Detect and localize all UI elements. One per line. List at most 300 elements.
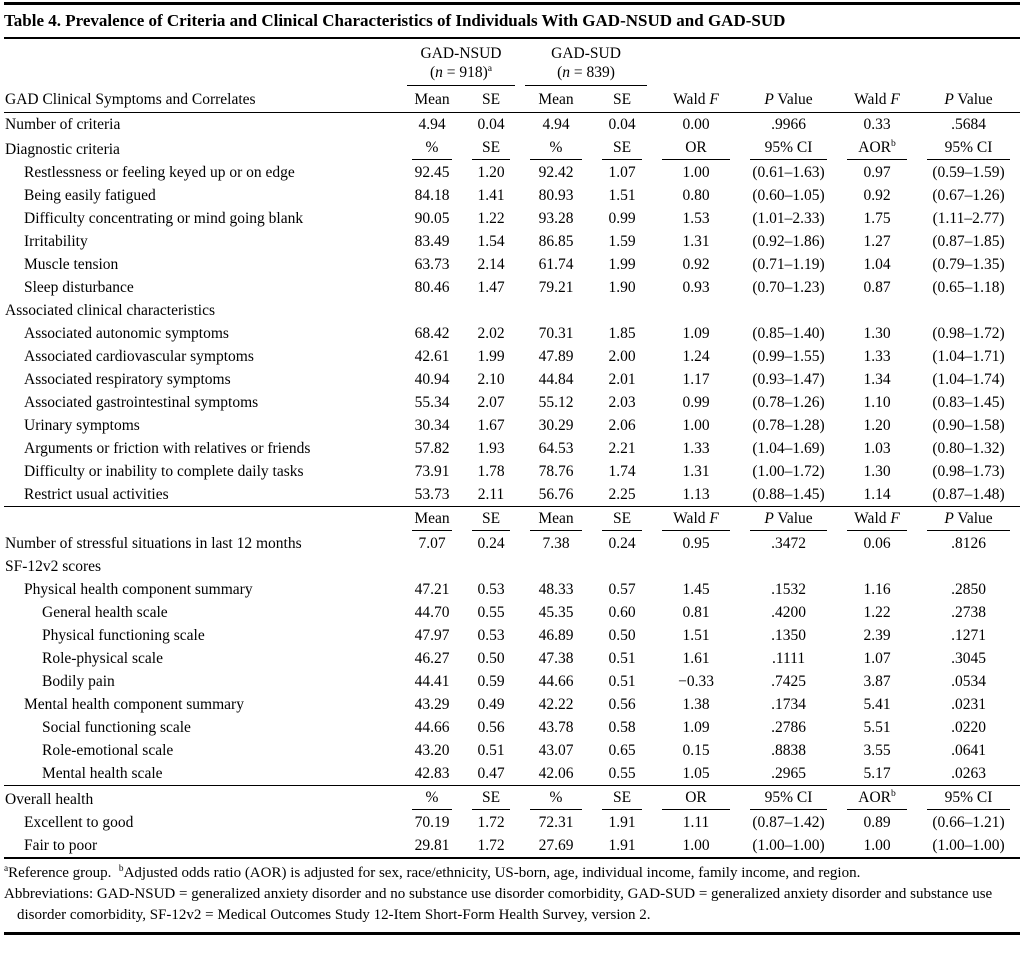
value-cell: (0.78–1.28) [752,416,825,434]
value-cell: 42.61 [414,347,450,365]
col-header-wald-f-1: Wald F [652,86,740,113]
table-body [4,113,1020,858]
value-cell: 0.65 [608,741,636,759]
value-cell: 79.21 [538,278,574,296]
value-cell: 43.78 [538,718,574,736]
value-cell: 80.93 [538,186,574,204]
subheader-underline: % [530,788,582,810]
value-cell: .7425 [771,672,806,690]
value-cell: 1.93 [477,439,505,457]
section-row [4,299,1020,322]
value-cell: 0.49 [477,695,505,713]
value-cell: 27.69 [538,836,574,854]
value-cell: 56.76 [538,485,574,503]
row-label: Physical functioning scale [42,626,205,644]
row-label: Mental health scale [42,764,163,782]
value-cell: 0.95 [682,534,710,552]
value-cell: 1.75 [863,209,891,227]
table-row [4,207,1020,230]
value-cell: 92.45 [414,163,450,181]
footnotes [4,857,1020,935]
value-cell: 1.53 [682,209,710,227]
table-row [4,624,1020,647]
value-cell: 0.89 [863,813,891,831]
header-spacer [652,39,1020,86]
group-name: GAD-SUD [551,45,621,62]
subheader-underline: AOR$^b$ [847,788,907,810]
value-cell: (1.11–2.77) [932,209,1005,227]
subheader-row [4,507,1020,533]
value-cell: 47.38 [538,649,574,667]
value-cell: 44.84 [538,370,574,388]
value-cell: 0.24 [608,534,636,552]
value-cell: 92.42 [538,163,574,181]
value-cell [462,299,520,322]
value-cell: 1.91 [608,813,636,831]
column-subheader [917,136,1020,161]
row-label: Restlessness or feeling keyed up or on edge [24,163,295,181]
value-cell: .3472 [771,534,806,552]
value-cell: (0.93–1.47) [752,370,825,388]
group-header-gad-nsud [402,39,520,86]
value-cell: .1350 [771,626,806,644]
column-subheader [592,786,652,812]
value-cell: 0.56 [477,718,505,736]
value-cell: 1.03 [863,439,891,457]
value-cell: 0.92 [863,186,891,204]
subheader-row [4,786,1020,812]
value-cell: 7.38 [542,534,570,552]
value-cell: .0231 [951,695,986,713]
subheader-underline: Mean [412,509,452,531]
value-cell: 1.10 [863,393,891,411]
group-header-underline [407,42,515,86]
row-label: Irritability [24,232,88,250]
value-cell: 1.45 [682,580,710,598]
value-cell: (0.87–1.42) [752,813,825,831]
value-cell: 1.16 [863,580,891,598]
value-cell: 0.51 [608,649,636,667]
footnote-abbreviations: Abbreviations: GAD-NSUD = generalized anxiety disorder and no substance use disorder comorbidity, GAD-SUD = generalized anxiety disorder and substance use disorder comorbidity, SF-12v2 = Medical Outcomes Study 12-Item Short-Form Health Survey, version 2. [4,886,993,923]
value-cell: 1.20 [477,163,505,181]
value-cell [592,299,652,322]
subheader-underline: Wald F [662,509,730,531]
table-row [4,368,1020,391]
value-cell: (1.01–2.33) [752,209,825,227]
value-cell: 2.11 [477,485,505,503]
value-cell: 2.06 [608,416,636,434]
value-cell: (0.59–1.59) [932,163,1005,181]
value-cell: (0.90–1.58) [932,416,1005,434]
value-cell: .1111 [771,649,806,667]
value-cell: .0641 [951,741,986,759]
value-cell: 1.31 [682,232,710,250]
value-cell: 2.00 [608,347,636,365]
value-cell: 2.03 [608,393,636,411]
value-cell: 1.13 [682,485,710,503]
column-subheader [462,507,520,533]
value-cell: (0.99–1.55) [752,347,825,365]
column-subheader [652,507,740,533]
value-cell: (1.04–1.74) [932,370,1005,388]
value-cell: .0220 [951,718,986,736]
value-cell: (0.71–1.19) [752,255,825,273]
table-row [4,578,1020,601]
column-subheader [652,786,740,812]
value-cell: 42.83 [414,764,450,782]
value-cell: 68.42 [414,324,450,342]
value-cell: 42.06 [538,764,574,782]
value-cell: 0.99 [682,393,710,411]
value-cell: 0.06 [863,534,891,552]
value-cell: 47.21 [414,580,450,598]
value-cell: 1.27 [863,232,891,250]
value-cell: 0.53 [477,580,505,598]
column-subheader [520,136,592,161]
value-cell: .5684 [951,115,986,133]
value-cell: 0.50 [477,649,505,667]
row-label: Urinary symptoms [24,416,140,434]
value-cell: 0.55 [608,764,636,782]
value-cell: (0.80–1.32) [932,439,1005,457]
value-cell: 47.89 [538,347,574,365]
subheader-underline: P Value [927,509,1010,531]
value-cell: 1.51 [608,186,636,204]
table-row [4,414,1020,437]
value-cell: 0.00 [682,115,710,133]
value-cell: 0.04 [608,115,636,133]
value-cell: (1.00–1.00) [752,836,825,854]
value-cell: 44.70 [414,603,450,621]
value-cell: 0.53 [477,626,505,644]
value-cell [402,555,462,578]
value-cell: 1.31 [682,462,710,480]
column-subheader [917,786,1020,812]
value-cell: 2.39 [863,626,891,644]
value-cell: 43.29 [414,695,450,713]
group-header-gad-sud [520,39,652,86]
value-cell: 0.97 [863,163,891,181]
value-cell: 1.78 [477,462,505,480]
value-cell: (0.70–1.23) [752,278,825,296]
value-cell: 1.59 [608,232,636,250]
value-cell: 43.07 [538,741,574,759]
value-cell: 1.85 [608,324,636,342]
value-cell: 2.01 [608,370,636,388]
value-cell: 1.34 [863,370,891,388]
value-cell: 44.66 [538,672,574,690]
column-subheader [592,136,652,161]
value-cell: 48.33 [538,580,574,598]
table-row [4,693,1020,716]
row-label: Muscle tension [24,255,119,273]
value-cell: 5.17 [863,764,891,782]
value-cell [740,299,837,322]
group-header-underline [525,42,647,86]
value-cell: 2.10 [477,370,505,388]
subheader-underline: 95% CI [750,788,827,810]
table-row [4,437,1020,460]
value-cell: 0.51 [477,741,505,759]
value-cell: 1.20 [863,416,891,434]
value-cell: .1734 [771,695,806,713]
subheader-underline: % [412,788,452,810]
value-cell: (0.83–1.45) [932,393,1005,411]
value-cell: .3045 [951,649,986,667]
table-row [4,647,1020,670]
table-row [4,834,1020,857]
col-header-p-value-2: P Value [917,86,1020,113]
value-cell: 1.91 [608,836,636,854]
subheader-underline: 95% CI [927,138,1010,160]
value-cell: 80.46 [414,278,450,296]
value-cell: 1.00 [863,836,891,854]
col-header-se-1: SE [462,86,520,113]
subheader-underline: SE [472,788,510,810]
column-subheader [462,786,520,812]
row-label: Sleep disturbance [24,278,134,296]
col-header-mean-2: Mean [520,86,592,113]
column-subheader [520,507,592,533]
value-cell: 2.14 [477,255,505,273]
value-cell [837,299,917,322]
value-cell: .2738 [951,603,986,621]
table-row [4,391,1020,414]
value-cell: 4.94 [542,115,570,133]
value-cell: 0.50 [608,626,636,644]
value-cell: 0.57 [608,580,636,598]
value-cell: .8126 [951,534,986,552]
table-row [4,532,1020,555]
value-cell [592,555,652,578]
value-cell: 93.28 [538,209,574,227]
value-cell: (0.98–1.73) [932,462,1005,480]
value-cell: (0.67–1.26) [932,186,1005,204]
value-cell: 5.51 [863,718,891,736]
value-cell: 1.22 [477,209,505,227]
row-label: Difficulty or inability to complete daily tasks [24,462,304,480]
subheader-underline: 95% CI [750,138,827,160]
subheader-row [4,136,1020,161]
value-cell: 1.22 [863,603,891,621]
value-cell: 0.80 [682,186,710,204]
value-cell: (0.60–1.05) [752,186,825,204]
value-cell: 30.34 [414,416,450,434]
subheader-underline: Wald F [847,509,907,531]
value-cell: 1.99 [477,347,505,365]
table-row [4,276,1020,299]
value-cell [520,299,592,322]
column-subheader [652,136,740,161]
subheader-underline: AOR$^b$ [847,138,907,160]
group-header-row [4,39,1020,86]
table-row [4,460,1020,483]
column-subheader [462,136,520,161]
value-cell: (1.00–1.72) [752,462,825,480]
value-cell: 0.33 [863,115,891,133]
value-cell [740,555,837,578]
row-label: Mental health component summary [24,695,244,713]
value-cell: 53.73 [414,485,450,503]
column-subheader [917,507,1020,533]
value-cell: 1.67 [477,416,505,434]
row-label: Diagnostic criteria [5,140,120,158]
value-cell: 2.02 [477,324,505,342]
value-cell: 46.27 [414,649,450,667]
table-title: Table 4. Prevalence of Criteria and Clinical Characteristics of Individuals With GAD-NSUD and GAD-SUD [4,2,1020,39]
value-cell: 1.24 [682,347,710,365]
value-cell: 0.58 [608,718,636,736]
value-cell: 44.66 [414,718,450,736]
value-cell: .1532 [771,580,806,598]
value-cell: 7.07 [418,534,446,552]
section-row [4,555,1020,578]
value-cell: 78.76 [538,462,574,480]
value-cell: .9966 [771,115,806,133]
value-cell: 1.11 [682,813,710,831]
value-cell: 0.55 [477,603,505,621]
table-row [4,739,1020,762]
row-label: Role-emotional scale [42,741,174,759]
row-label: Associated cardiovascular symptoms [24,347,254,365]
value-cell: 30.29 [538,416,574,434]
value-cell: 1.17 [682,370,710,388]
row-label: Difficulty concentrating or mind going blank [24,209,304,227]
value-cell: −0.33 [678,672,714,690]
value-cell: 84.18 [414,186,450,204]
value-cell: 70.31 [538,324,574,342]
column-subheader [740,786,837,812]
value-cell: 1.00 [682,416,710,434]
value-cell: 1.47 [477,278,505,296]
value-cell: 40.94 [414,370,450,388]
value-cell: 1.07 [863,649,891,667]
value-cell: 1.33 [682,439,710,457]
value-cell: 1.90 [608,278,636,296]
row-label: Arguments or friction with relatives or friends [24,439,311,457]
value-cell: 3.55 [863,741,891,759]
value-cell: 2.25 [608,485,636,503]
value-cell: (0.87–1.85) [932,232,1005,250]
table-row [4,811,1020,834]
subheader-underline: SE [602,138,642,160]
value-cell: 0.81 [682,603,710,621]
value-cell: 57.82 [414,439,450,457]
row-label: Number of stressful situations in last 12 months [5,534,302,552]
table-row [4,184,1020,207]
value-cell [402,299,462,322]
value-cell [837,555,917,578]
row-label: Role-physical scale [42,649,163,667]
value-cell: 1.33 [863,347,891,365]
value-cell: (0.85–1.40) [752,324,825,342]
row-label: General health scale [42,603,168,621]
column-subheader [740,136,837,161]
value-cell: 0.47 [477,764,505,782]
value-cell: 1.30 [863,324,891,342]
value-cell: 3.87 [863,672,891,690]
value-cell: 72.31 [538,813,574,831]
value-cell: 5.41 [863,695,891,713]
value-cell [917,555,1020,578]
value-cell: (0.88–1.45) [752,485,825,503]
value-cell: 73.91 [414,462,450,480]
value-cell: 0.60 [608,603,636,621]
value-cell: 86.85 [538,232,574,250]
value-cell: 45.35 [538,603,574,621]
row-label: Physical health component summary [24,580,253,598]
value-cell: 1.09 [682,324,710,342]
value-cell: 1.99 [608,255,636,273]
value-cell: .0534 [951,672,986,690]
value-cell: 0.51 [608,672,636,690]
row-label: Restrict usual activities [24,485,169,503]
value-cell: (0.65–1.18) [932,278,1005,296]
value-cell: 70.19 [414,813,450,831]
value-cell [652,299,740,322]
value-cell: 4.94 [418,115,446,133]
row-label: Overall health [4,786,402,812]
value-cell: .1271 [951,626,986,644]
subheader-underline: Mean [530,509,582,531]
column-subheader [740,507,837,533]
row-label: Associated autonomic symptoms [24,324,229,342]
value-cell [462,555,520,578]
value-cell: 0.93 [682,278,710,296]
value-cell: 2.07 [477,393,505,411]
group-sample-size: (n = 918)$^a$ [429,62,493,81]
subheader-underline: SE [602,509,642,531]
subheader-underline: % [530,138,582,160]
value-cell: 1.00 [682,163,710,181]
column-subheader [402,507,462,533]
column-subheader [837,786,917,812]
table-row [4,762,1020,786]
value-cell: 47.97 [414,626,450,644]
column-subheader [402,136,462,161]
value-cell: 0.56 [608,695,636,713]
value-cell: 1.05 [682,764,710,782]
column-subheader [592,507,652,533]
table-row [4,253,1020,276]
value-cell: 42.22 [538,695,574,713]
subheader-underline: % [412,138,452,160]
row-label: Being easily fatigued [24,186,156,204]
subheader-underline: SE [602,788,642,810]
footnote-reference-group: $^a$Reference group. $^b$Adjusted odds ratio (AOR) is adjusted for sex, race/ethnicity, US-born, age, individual income, family income, and region. [4,864,861,881]
column-subheader [520,786,592,812]
subheader-underline: OR [662,138,730,160]
value-cell: 1.61 [682,649,710,667]
value-cell: .2965 [771,764,806,782]
column-subheader [837,507,917,533]
value-cell: .2850 [951,580,986,598]
value-cell: (1.04–1.71) [932,347,1005,365]
value-cell: 0.15 [682,741,710,759]
header-spacer [4,39,402,86]
value-cell: (0.87–1.48) [932,485,1005,503]
col-header-p-value-1: P Value [740,86,837,113]
column-header-row [4,86,1020,113]
value-cell: .0263 [951,764,986,782]
value-cell: 0.99 [608,209,636,227]
subheader-underline: P Value [750,509,827,531]
value-cell [520,555,592,578]
row-label: Associated respiratory symptoms [24,370,231,388]
value-cell: (0.79–1.35) [932,255,1005,273]
value-cell: (0.78–1.26) [752,393,825,411]
value-cell: 1.41 [477,186,505,204]
